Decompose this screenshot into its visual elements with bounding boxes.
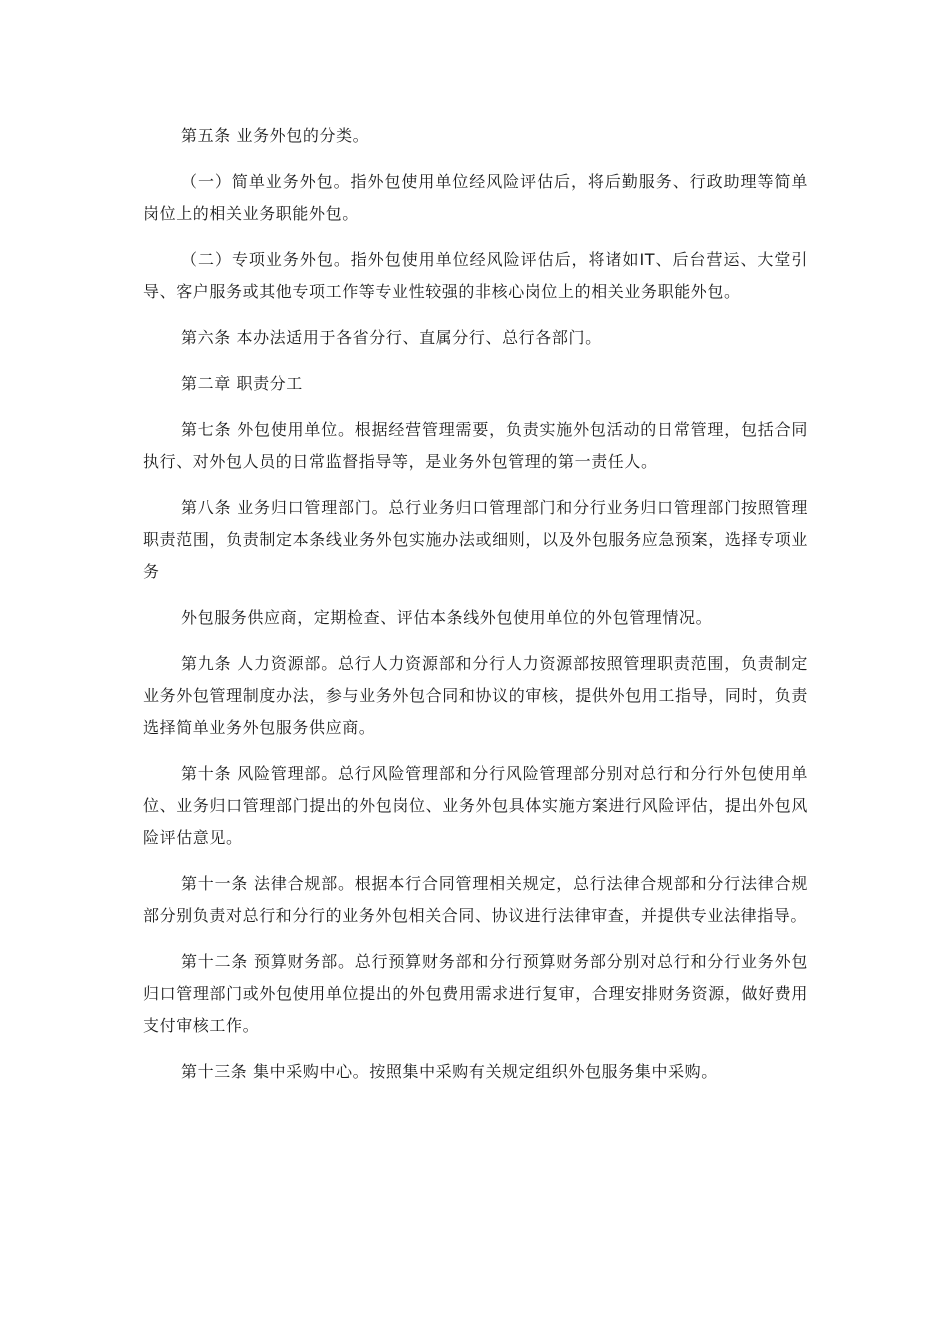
article-5-heading: 第五条 业务外包的分类。 (181, 126, 370, 145)
article-6-paragraph: 第六条 本办法适用于各省分行、直属分行、总行各部门。 (181, 328, 602, 347)
simple-outsourcing-paragraph: （一）简单业务外包。指外包使用单位经风险评估后，将后勤服务、行政助理等简单岗位上的相关业务职能外包。 (143, 172, 808, 223)
article-7-paragraph: 第七条 外包使用单位。根据经营管理需要，负责实施外包活动的日常管理，包括合同执行、对外包人员的日常监督指导等，是业务外包管理的第一责任人。 (143, 420, 808, 471)
document-body (143, 120, 808, 1102)
article-12-paragraph: 第十二条 预算财务部。总行预算财务部和分行预算财务部分别对总行和分行业务外包归口管理部门或外包使用单位提出的外包费用需求进行复审，合理安排财务资源，做好费用支付审核工作。 (143, 952, 808, 1035)
chapter-2-heading: 第二章 职责分工 (181, 374, 303, 393)
article-10-paragraph: 第十条 风险管理部。总行风险管理部和分行风险管理部分别对总行和分行外包使用单位、业务归口管理部门提出的外包岗位、业务外包具体实施方案进行风险评估，提出外包风险评估意见。 (143, 764, 808, 847)
article-9-paragraph: 第九条 人力资源部。总行人力资源部和分行人力资源部按照管理职责范围，负责制定业务外包管理制度办法，参与业务外包合同和协议的审核，提供外包用工指导，同时，负责选择简单业务外包服务供应商。 (143, 654, 808, 737)
article-11-paragraph: 第十一条 法律合规部。根据本行合同管理相关规定，总行法律合规部和分行法律合规部分别负责对总行和分行的业务外包相关合同、协议进行法律审查，并提供专业法律指导。 (143, 874, 808, 925)
article-13-paragraph: 第十三条 集中采购中心。按照集中采购有关规定组织外包服务集中采购。 (181, 1062, 718, 1081)
special-outsourcing-paragraph: （二）专项业务外包。指外包使用单位经风险评估后，将诸如IT、后台营运、大堂引导、客户服务或其他专项工作等专业性较强的非核心岗位上的相关业务职能外包。 (143, 250, 808, 301)
article-8-paragraph: 第八条 业务归口管理部门。总行业务归口管理部门和分行业务归口管理部门按照管理职责范围，负责制定本条线业务外包实施办法或细则，以及外包服务应急预案，选择专项业务 (143, 498, 808, 581)
article-8-continuation-paragraph: 外包服务供应商，定期检查、评估本条线外包使用单位的外包管理情况。 (181, 608, 713, 627)
